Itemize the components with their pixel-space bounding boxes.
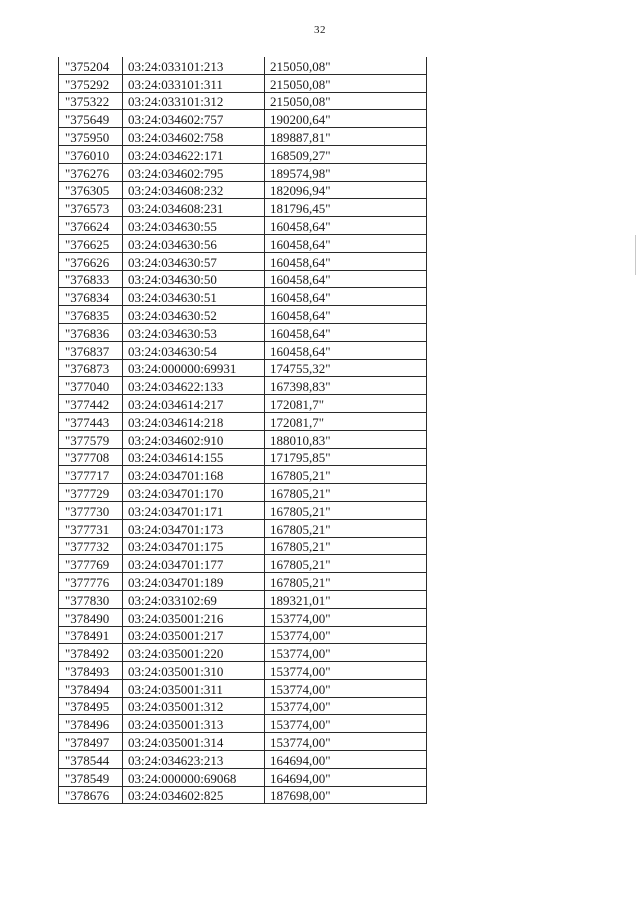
cadastral-number-cell: 03:24:035001:313 [123,715,265,733]
row-number-cell: "378676 [59,786,123,804]
cadastral-value-cell: 171795,85" [265,448,427,466]
table-row [59,306,427,324]
table-row [59,92,427,110]
table-row [59,341,427,359]
cadastral-number-cell: 03:24:034602:825 [123,786,265,804]
cadastral-value-cell: 167805,21" [265,466,427,484]
cadastral-number-cell: 03:24:035001:310 [123,662,265,680]
table-row [59,626,427,644]
table-row [59,163,427,181]
cadastral-number-cell: 03:24:034614:155 [123,448,265,466]
row-number-cell: "378549 [59,768,123,786]
cadastral-value-cell: 215050,08" [265,57,427,74]
cadastral-number-cell: 03:24:033101:213 [123,57,265,74]
cadastral-value-cell: 167398,83" [265,377,427,395]
table-row [59,288,427,306]
cadastral-value-table [58,57,427,804]
row-number-cell: "378491 [59,626,123,644]
cadastral-number-cell: 03:24:034701:168 [123,466,265,484]
cadastral-value-cell: 160458,64" [265,323,427,341]
table-row [59,715,427,733]
cadastral-number-cell: 03:24:035001:314 [123,733,265,751]
page-number: 32 [314,24,326,36]
row-number-cell: "378497 [59,733,123,751]
table-row [59,395,427,413]
row-number-cell: "377442 [59,395,123,413]
table-row [59,270,427,288]
cadastral-number-cell: 03:24:000000:69931 [123,359,265,377]
cadastral-number-cell: 03:24:034630:53 [123,323,265,341]
cadastral-number-cell: 03:24:035001:217 [123,626,265,644]
cadastral-value-cell: 172081,7" [265,395,427,413]
cadastral-number-cell: 03:24:034614:217 [123,395,265,413]
cadastral-value-cell: 181796,45" [265,199,427,217]
cadastral-value-cell: 167805,21" [265,501,427,519]
table-row [59,662,427,680]
row-number-cell: "377731 [59,519,123,537]
table-row [59,145,427,163]
cadastral-value-cell: 153774,00" [265,662,427,680]
table-row [59,786,427,804]
cadastral-value-cell: 167805,21" [265,519,427,537]
table-row [59,412,427,430]
table-body [59,57,427,804]
cadastral-value-cell: 187698,00" [265,786,427,804]
cadastral-number-cell: 03:24:034630:50 [123,270,265,288]
row-number-cell: "377776 [59,573,123,591]
cadastral-value-cell: 153774,00" [265,697,427,715]
table-row [59,199,427,217]
table-row [59,751,427,769]
cadastral-number-cell: 03:24:000000:69068 [123,768,265,786]
cadastral-value-cell: 168509,27" [265,145,427,163]
cadastral-number-cell: 03:24:034630:57 [123,252,265,270]
cadastral-value-cell: 167805,21" [265,555,427,573]
row-number-cell: "377443 [59,412,123,430]
table-row [59,57,427,74]
row-number-cell: "375950 [59,128,123,146]
table-row [59,377,427,395]
cadastral-number-cell: 03:24:034608:232 [123,181,265,199]
row-number-cell: "376625 [59,234,123,252]
cadastral-number-cell: 03:24:034630:55 [123,217,265,235]
row-number-cell: "376624 [59,217,123,235]
row-number-cell: "376626 [59,252,123,270]
cadastral-value-cell: 188010,83" [265,430,427,448]
table-row [59,590,427,608]
table-row [59,608,427,626]
cadastral-value-cell: 160458,64" [265,234,427,252]
cadastral-number-cell: 03:24:035001:216 [123,608,265,626]
row-number-cell: "377730 [59,501,123,519]
document-table-container [58,57,427,804]
row-number-cell: "376305 [59,181,123,199]
cadastral-number-cell: 03:24:034622:171 [123,145,265,163]
table-row [59,323,427,341]
cadastral-value-cell: 215050,08" [265,92,427,110]
cadastral-value-cell: 153774,00" [265,715,427,733]
cadastral-number-cell: 03:24:033101:312 [123,92,265,110]
row-number-cell: "375204 [59,57,123,74]
row-number-cell: "377769 [59,555,123,573]
cadastral-number-cell: 03:24:034701:175 [123,537,265,555]
table-row [59,519,427,537]
table-row [59,644,427,662]
row-number-cell: "377732 [59,537,123,555]
cadastral-value-cell: 160458,64" [265,341,427,359]
table-row [59,74,427,92]
row-number-cell: "376834 [59,288,123,306]
table-row [59,234,427,252]
cadastral-value-cell: 153774,00" [265,644,427,662]
table-row [59,501,427,519]
table-row [59,537,427,555]
cadastral-value-cell: 189887,81" [265,128,427,146]
cadastral-value-cell: 167805,21" [265,537,427,555]
cadastral-value-cell: 164694,00" [265,768,427,786]
cadastral-value-cell: 172081,7" [265,412,427,430]
row-number-cell: "377830 [59,590,123,608]
table-row [59,768,427,786]
cadastral-number-cell: 03:24:034602:757 [123,110,265,128]
cadastral-value-cell: 189321,01" [265,590,427,608]
row-number-cell: "375322 [59,92,123,110]
cadastral-number-cell: 03:24:035001:311 [123,679,265,697]
row-number-cell: "377579 [59,430,123,448]
cadastral-value-cell: 160458,64" [265,217,427,235]
cadastral-value-cell: 164694,00" [265,751,427,769]
table-row [59,430,427,448]
cadastral-value-cell: 167805,21" [265,573,427,591]
cadastral-value-cell: 174755,32" [265,359,427,377]
row-number-cell: "378493 [59,662,123,680]
cadastral-number-cell: 03:24:035001:312 [123,697,265,715]
row-number-cell: "376835 [59,306,123,324]
row-number-cell: "377708 [59,448,123,466]
cadastral-value-cell: 189574,98" [265,163,427,181]
table-row [59,110,427,128]
cadastral-value-cell: 153774,00" [265,733,427,751]
cadastral-number-cell: 03:24:034622:133 [123,377,265,395]
cadastral-number-cell: 03:24:033101:311 [123,74,265,92]
cadastral-value-cell: 182096,94" [265,181,427,199]
row-number-cell: "378494 [59,679,123,697]
cadastral-number-cell: 03:24:034701:189 [123,573,265,591]
table-row [59,359,427,377]
row-number-cell: "375649 [59,110,123,128]
table-row [59,555,427,573]
row-number-cell: "376837 [59,341,123,359]
row-number-cell: "376010 [59,145,123,163]
row-number-cell: "378490 [59,608,123,626]
row-number-cell: "376873 [59,359,123,377]
table-row [59,466,427,484]
cadastral-number-cell: 03:24:034630:54 [123,341,265,359]
cadastral-number-cell: 03:24:034614:218 [123,412,265,430]
table-row [59,217,427,235]
cadastral-number-cell: 03:24:034630:56 [123,234,265,252]
table-row [59,733,427,751]
cadastral-number-cell: 03:24:033102:69 [123,590,265,608]
cadastral-value-cell: 160458,64" [265,270,427,288]
table-row [59,679,427,697]
cadastral-value-cell: 160458,64" [265,306,427,324]
cadastral-number-cell: 03:24:035001:220 [123,644,265,662]
cadastral-value-cell: 153774,00" [265,626,427,644]
table-row [59,448,427,466]
row-number-cell: "376276 [59,163,123,181]
cadastral-number-cell: 03:24:034630:52 [123,306,265,324]
cadastral-value-cell: 153774,00" [265,679,427,697]
cadastral-number-cell: 03:24:034608:231 [123,199,265,217]
table-row [59,573,427,591]
cadastral-number-cell: 03:24:034602:758 [123,128,265,146]
cadastral-value-cell: 167805,21" [265,484,427,502]
table-row [59,697,427,715]
row-number-cell: "376836 [59,323,123,341]
row-number-cell: "376573 [59,199,123,217]
table-row [59,181,427,199]
row-number-cell: "378544 [59,751,123,769]
cadastral-number-cell: 03:24:034701:173 [123,519,265,537]
cadastral-value-cell: 153774,00" [265,608,427,626]
table-row [59,128,427,146]
row-number-cell: "378496 [59,715,123,733]
cadastral-number-cell: 03:24:034701:171 [123,501,265,519]
cadastral-value-cell: 160458,64" [265,288,427,306]
row-number-cell: "378492 [59,644,123,662]
cadastral-number-cell: 03:24:034630:51 [123,288,265,306]
margin-scan-mark [635,235,636,275]
cadastral-value-cell: 215050,08" [265,74,427,92]
table-row [59,484,427,502]
cadastral-value-cell: 190200,64" [265,110,427,128]
row-number-cell: "377717 [59,466,123,484]
row-number-cell: "378495 [59,697,123,715]
cadastral-number-cell: 03:24:034623:213 [123,751,265,769]
table-row [59,252,427,270]
cadastral-number-cell: 03:24:034701:177 [123,555,265,573]
cadastral-number-cell: 03:24:034602:910 [123,430,265,448]
cadastral-value-cell: 160458,64" [265,252,427,270]
row-number-cell: "377729 [59,484,123,502]
cadastral-number-cell: 03:24:034701:170 [123,484,265,502]
row-number-cell: "377040 [59,377,123,395]
row-number-cell: "376833 [59,270,123,288]
cadastral-number-cell: 03:24:034602:795 [123,163,265,181]
row-number-cell: "375292 [59,74,123,92]
